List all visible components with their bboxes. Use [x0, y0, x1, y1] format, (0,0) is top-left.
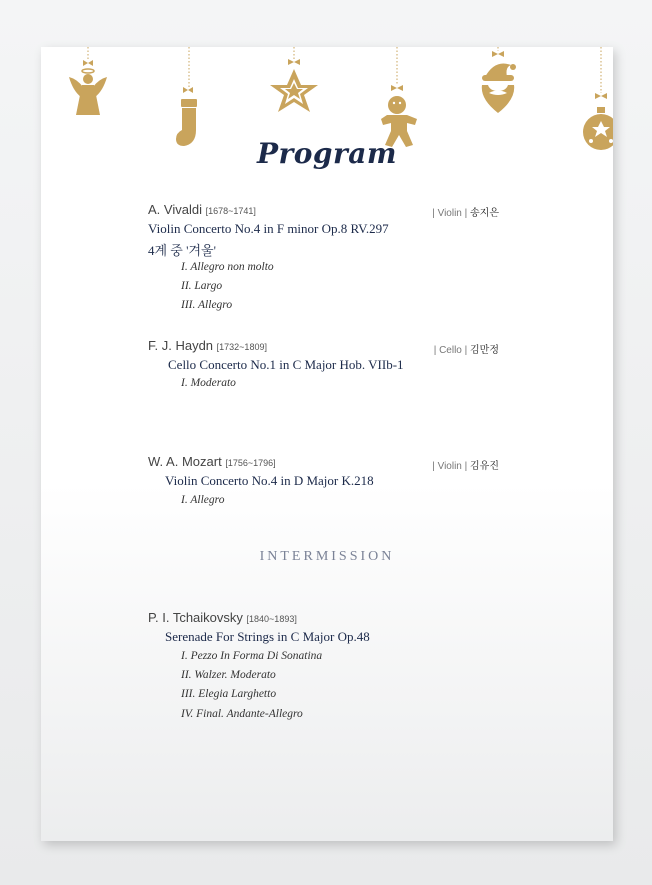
composer-years: [1732~1809]: [216, 342, 267, 352]
composer-years: [1756~1796]: [225, 458, 276, 468]
composer-name: [148, 202, 256, 217]
movement: I. Pezzo In Forma Di Sonatina: [181, 650, 323, 662]
movement: I. Allegro non molto: [181, 261, 274, 273]
work-subtitle: 4계 중 '겨울': [148, 243, 216, 258]
angel-icon: [69, 60, 107, 115]
work-title: Cello Concerto No.1 in C Major Hob. VIIb-1: [168, 357, 404, 372]
composer-name: [148, 454, 276, 469]
movement: III. Allegro: [181, 299, 233, 311]
composer-label: P. I. Tchaikovsky: [148, 610, 243, 625]
composer-label: F. J. Haydn: [148, 338, 214, 353]
program-page: [41, 47, 613, 841]
composer-years: [1678~1741]: [205, 206, 256, 216]
performer-info: [419, 204, 499, 219]
composer-years: [1840~1893]: [246, 614, 297, 624]
performer-info: [419, 457, 499, 472]
composer-name: [148, 610, 297, 625]
movement: III. Elegia Larghetto: [181, 688, 277, 700]
page-title: Program: [256, 137, 398, 170]
instrument-label: | Violin |: [432, 461, 468, 472]
work-title: Violin Concerto No.4 in F minor Op.8 RV.297: [148, 221, 389, 236]
star-icon: [270, 59, 318, 112]
movement: IV. Final. Andante-Allegro: [181, 708, 303, 720]
work-title: Violin Concerto No.4 in D Major K.218: [165, 473, 374, 488]
intermission-heading: INTERMISSION: [259, 549, 395, 564]
composer-label: W. A. Mozart: [148, 454, 222, 469]
composer-name: [148, 338, 267, 353]
performer-name: 김유진: [470, 461, 499, 472]
composer-label: A. Vivaldi: [148, 202, 202, 217]
performer-name: 송지은: [470, 208, 499, 219]
movement: II. Walzer. Moderato: [181, 669, 276, 681]
instrument-label: | Cello |: [433, 345, 468, 356]
performer-name: 김만정: [470, 345, 499, 356]
movement: I. Allegro: [181, 494, 225, 506]
santa-icon: [482, 51, 516, 113]
movement: II. Largo: [181, 280, 223, 292]
movement: I. Moderato: [181, 377, 236, 389]
instrument-label: | Violin |: [432, 208, 468, 219]
performer-info: [419, 341, 499, 356]
work-title: Serenade For Strings in C Major Op.48: [165, 629, 370, 644]
